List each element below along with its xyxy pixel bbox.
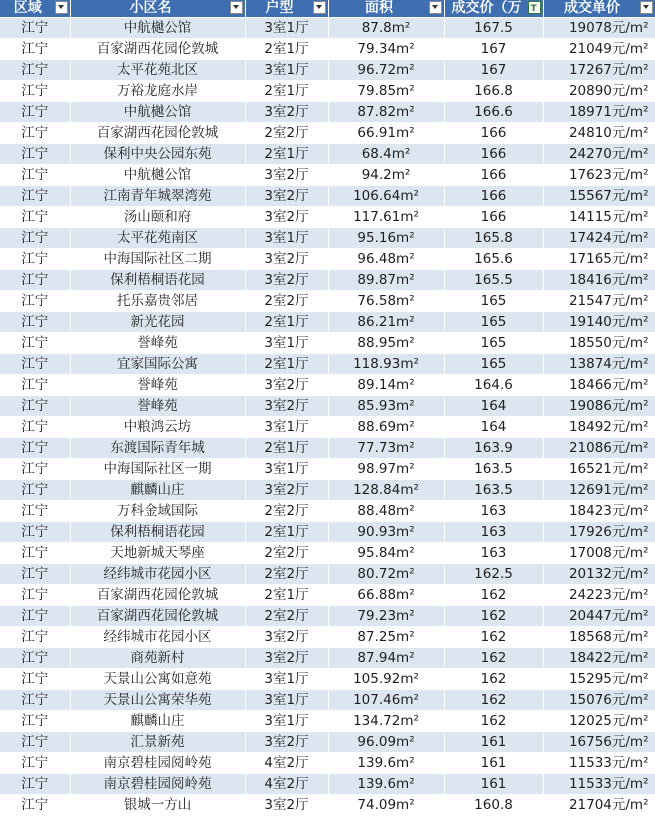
cell-district[interactable]: 江宁 (0, 207, 70, 228)
cell-layout[interactable]: 2室2厅 (245, 606, 328, 627)
cell-unit-price[interactable]: 17623元/m² (543, 165, 655, 186)
cell-district[interactable]: 江宁 (0, 228, 70, 249)
cell-price[interactable]: 167.5 (444, 18, 543, 39)
table-row[interactable] (0, 312, 655, 333)
cell-price[interactable]: 163.5 (444, 459, 543, 480)
cell-layout[interactable]: 2室1厅 (245, 312, 328, 333)
cell-complex[interactable]: 汤山颐和府 (70, 207, 245, 228)
cell-layout[interactable]: 3室2厅 (245, 102, 328, 123)
table-row[interactable] (0, 60, 655, 81)
cell-complex[interactable]: 新光花园 (70, 312, 245, 333)
cell-area[interactable]: 79.23m² (328, 606, 444, 627)
cell-area[interactable]: 74.09m² (328, 795, 444, 816)
table-row[interactable] (0, 564, 655, 585)
cell-unit-price[interactable]: 11533元/m² (543, 774, 655, 795)
cell-area[interactable]: 90.93m² (328, 522, 444, 543)
cell-complex[interactable]: 百家湖西花园伦敦城 (70, 39, 245, 60)
cell-complex[interactable]: 天景山公寓荣华苑 (70, 690, 245, 711)
cell-complex[interactable]: 托乐嘉贵邻居 (70, 291, 245, 312)
cell-area[interactable]: 87.8m² (328, 18, 444, 39)
cell-layout[interactable]: 3室2厅 (245, 165, 328, 186)
cell-layout[interactable]: 3室1厅 (245, 669, 328, 690)
cell-district[interactable]: 江宁 (0, 774, 70, 795)
cell-area[interactable]: 96.48m² (328, 249, 444, 270)
cell-unit-price[interactable]: 17424元/m² (543, 228, 655, 249)
column-header-label: 户型 (265, 0, 294, 16)
table-row[interactable] (0, 186, 655, 207)
cell-area[interactable]: 88.48m² (328, 501, 444, 522)
cell-price[interactable]: 162 (444, 585, 543, 606)
table-row[interactable] (0, 249, 655, 270)
cell-complex[interactable]: 商苑新村 (70, 648, 245, 669)
cell-layout[interactable]: 2室1厅 (245, 354, 328, 375)
cell-complex[interactable]: 经纬城市花园小区 (70, 564, 245, 585)
cell-complex[interactable]: 宜家国际公寓 (70, 354, 245, 375)
cell-area[interactable]: 139.6m² (328, 774, 444, 795)
cell-unit-price[interactable]: 12025元/m² (543, 711, 655, 732)
cell-layout[interactable]: 3室2厅 (245, 270, 328, 291)
cell-layout[interactable]: 2室2厅 (245, 123, 328, 144)
cell-district[interactable]: 江宁 (0, 186, 70, 207)
cell-district[interactable]: 江宁 (0, 417, 70, 438)
column-header-label: 小区名 (129, 0, 172, 16)
cell-layout[interactable]: 2室1厅 (245, 144, 328, 165)
cell-complex[interactable]: 银城一方山 (70, 795, 245, 816)
cell-complex[interactable]: 中航樾公馆 (70, 102, 245, 123)
filter-dropdown-icon[interactable] (429, 1, 442, 14)
table-row[interactable] (0, 480, 655, 501)
cell-layout[interactable]: 3室1厅 (245, 711, 328, 732)
cell-price[interactable]: 161 (444, 732, 543, 753)
cell-area[interactable]: 98.97m² (328, 459, 444, 480)
cell-complex[interactable]: 经纬城市花园小区 (70, 627, 245, 648)
cell-district[interactable]: 江宁 (0, 501, 70, 522)
cell-layout[interactable]: 2室1厅 (245, 81, 328, 102)
cell-district[interactable]: 江宁 (0, 732, 70, 753)
cell-complex[interactable]: 保利梧桐语花园 (70, 270, 245, 291)
cell-price[interactable]: 165 (444, 333, 543, 354)
cell-unit-price[interactable]: 20447元/m² (543, 606, 655, 627)
cell-district[interactable]: 江宁 (0, 585, 70, 606)
cell-unit-price[interactable]: 19086元/m² (543, 396, 655, 417)
cell-area[interactable]: 88.69m² (328, 417, 444, 438)
cell-area[interactable]: 66.88m² (328, 585, 444, 606)
cell-complex[interactable]: 南京碧桂园阅岭苑 (70, 774, 245, 795)
cell-area[interactable]: 86.21m² (328, 312, 444, 333)
cell-unit-price[interactable]: 18568元/m² (543, 627, 655, 648)
table-row[interactable] (0, 396, 655, 417)
cell-unit-price[interactable]: 16756元/m² (543, 732, 655, 753)
table-row[interactable] (0, 795, 655, 816)
cell-layout[interactable]: 4室2厅 (245, 753, 328, 774)
cell-layout[interactable]: 3室1厅 (245, 60, 328, 81)
table-row[interactable] (0, 123, 655, 144)
cell-district[interactable]: 江宁 (0, 333, 70, 354)
table-row[interactable] (0, 543, 655, 564)
table-row[interactable] (0, 417, 655, 438)
cell-price[interactable]: 161 (444, 774, 543, 795)
cell-price[interactable]: 166 (444, 186, 543, 207)
cell-district[interactable]: 江宁 (0, 669, 70, 690)
cell-price[interactable]: 164.6 (444, 375, 543, 396)
cell-price[interactable]: 162 (444, 669, 543, 690)
column-header-label: 面积 (365, 0, 393, 16)
column-header-complex (70, 0, 245, 18)
table-row[interactable] (0, 732, 655, 753)
sort-filter-active-icon[interactable] (528, 1, 541, 14)
table-row[interactable] (0, 18, 655, 39)
cell-district[interactable]: 江宁 (0, 438, 70, 459)
cell-area[interactable]: 117.61m² (328, 207, 444, 228)
column-header-price (444, 0, 543, 18)
cell-complex[interactable]: 万科金域国际 (70, 501, 245, 522)
cell-unit-price[interactable]: 14115元/m² (543, 207, 655, 228)
column-header-unit-price (543, 0, 655, 18)
cell-price[interactable]: 161 (444, 753, 543, 774)
cell-complex[interactable]: 百家湖西花园伦敦城 (70, 606, 245, 627)
cell-price[interactable]: 162 (444, 648, 543, 669)
cell-unit-price[interactable]: 21086元/m² (543, 438, 655, 459)
cell-price[interactable]: 164 (444, 396, 543, 417)
cell-layout[interactable]: 2室2厅 (245, 291, 328, 312)
cell-complex[interactable]: 东渡国际青年城 (70, 438, 245, 459)
cell-area[interactable]: 89.14m² (328, 375, 444, 396)
table-row[interactable] (0, 228, 655, 249)
cell-price[interactable]: 163 (444, 522, 543, 543)
cell-layout[interactable]: 3室2厅 (245, 648, 328, 669)
cell-unit-price[interactable]: 21704元/m² (543, 795, 655, 816)
cell-unit-price[interactable]: 18492元/m² (543, 417, 655, 438)
cell-price[interactable]: 165 (444, 354, 543, 375)
table-row[interactable] (0, 438, 655, 459)
cell-district[interactable]: 江宁 (0, 396, 70, 417)
cell-area[interactable]: 77.73m² (328, 438, 444, 459)
cell-area[interactable]: 139.6m² (328, 753, 444, 774)
cell-complex[interactable]: 誉峰苑 (70, 396, 245, 417)
cell-layout[interactable]: 2室2厅 (245, 501, 328, 522)
table-row[interactable] (0, 753, 655, 774)
cell-layout[interactable]: 3室2厅 (245, 480, 328, 501)
cell-district[interactable]: 江宁 (0, 543, 70, 564)
cell-price[interactable]: 166 (444, 144, 543, 165)
cell-complex[interactable]: 中海国际社区一期 (70, 459, 245, 480)
table-header (0, 0, 655, 18)
table-row[interactable] (0, 375, 655, 396)
cell-complex[interactable]: 中粮鸿云坊 (70, 417, 245, 438)
cell-complex[interactable]: 誉峰苑 (70, 333, 245, 354)
cell-price[interactable]: 165.6 (444, 249, 543, 270)
cell-price[interactable]: 164 (444, 417, 543, 438)
cell-price[interactable]: 167 (444, 60, 543, 81)
cell-area[interactable]: 134.72m² (328, 711, 444, 732)
cell-unit-price[interactable]: 17165元/m² (543, 249, 655, 270)
cell-price[interactable]: 162 (444, 627, 543, 648)
cell-area[interactable]: 68.4m² (328, 144, 444, 165)
cell-unit-price[interactable]: 20890元/m² (543, 81, 655, 102)
cell-complex[interactable]: 百家湖西花园伦敦城 (70, 585, 245, 606)
cell-complex[interactable]: 天地新城天琴座 (70, 543, 245, 564)
cell-complex[interactable]: 万裕龙庭水岸 (70, 81, 245, 102)
cell-district[interactable]: 江宁 (0, 270, 70, 291)
cell-area[interactable]: 87.94m² (328, 648, 444, 669)
filter-dropdown-icon[interactable] (640, 1, 653, 14)
table-row[interactable] (0, 354, 655, 375)
filter-dropdown-icon[interactable] (55, 1, 68, 14)
cell-unit-price[interactable]: 16521元/m² (543, 459, 655, 480)
cell-price[interactable]: 165.8 (444, 228, 543, 249)
cell-unit-price[interactable]: 18416元/m² (543, 270, 655, 291)
cell-district[interactable]: 江宁 (0, 144, 70, 165)
column-header-layout (245, 0, 328, 18)
header-row (0, 0, 655, 18)
table-row[interactable] (0, 585, 655, 606)
cell-district[interactable]: 江宁 (0, 459, 70, 480)
cell-district[interactable]: 江宁 (0, 60, 70, 81)
cell-price[interactable]: 163 (444, 501, 543, 522)
cell-unit-price[interactable]: 18466元/m² (543, 375, 655, 396)
cell-area[interactable]: 105.92m² (328, 669, 444, 690)
cell-layout[interactable]: 3室1厅 (245, 690, 328, 711)
column-header-area (328, 0, 444, 18)
cell-unit-price[interactable]: 15295元/m² (543, 669, 655, 690)
cell-area[interactable]: 87.82m² (328, 102, 444, 123)
cell-district[interactable]: 江宁 (0, 39, 70, 60)
cell-price[interactable]: 162.5 (444, 564, 543, 585)
table-body (0, 18, 655, 816)
cell-area[interactable]: 79.85m² (328, 81, 444, 102)
cell-price[interactable]: 163.9 (444, 438, 543, 459)
cell-district[interactable]: 江宁 (0, 102, 70, 123)
cell-area[interactable]: 96.09m² (328, 732, 444, 753)
cell-unit-price[interactable]: 24223元/m² (543, 585, 655, 606)
cell-district[interactable]: 江宁 (0, 249, 70, 270)
cell-unit-price[interactable]: 12691元/m² (543, 480, 655, 501)
cell-unit-price[interactable]: 24270元/m² (543, 144, 655, 165)
cell-area[interactable]: 94.2m² (328, 165, 444, 186)
table-row[interactable] (0, 459, 655, 480)
cell-area[interactable]: 66.91m² (328, 123, 444, 144)
cell-layout[interactable]: 3室2厅 (245, 207, 328, 228)
table-row[interactable] (0, 648, 655, 669)
table-row[interactable] (0, 774, 655, 795)
cell-complex[interactable]: 南京碧桂园阅岭苑 (70, 753, 245, 774)
table-row[interactable] (0, 270, 655, 291)
cell-unit-price[interactable]: 18423元/m² (543, 501, 655, 522)
cell-unit-price[interactable]: 11533元/m² (543, 753, 655, 774)
table-row[interactable] (0, 501, 655, 522)
cell-district[interactable]: 江宁 (0, 291, 70, 312)
column-header-label: 区域 (13, 0, 42, 16)
cell-layout[interactable]: 3室2厅 (245, 732, 328, 753)
cell-complex[interactable]: 江南青年城翠湾苑 (70, 186, 245, 207)
cell-price[interactable]: 166 (444, 123, 543, 144)
cell-district[interactable]: 江宁 (0, 753, 70, 774)
cell-layout[interactable]: 2室1厅 (245, 522, 328, 543)
table-row[interactable] (0, 102, 655, 123)
cell-area[interactable]: 87.25m² (328, 627, 444, 648)
table-row[interactable] (0, 690, 655, 711)
cell-price[interactable]: 162 (444, 690, 543, 711)
cell-unit-price[interactable]: 21547元/m² (543, 291, 655, 312)
table-row[interactable] (0, 39, 655, 60)
cell-district[interactable]: 江宁 (0, 522, 70, 543)
cell-district[interactable]: 江宁 (0, 354, 70, 375)
cell-price[interactable]: 160.8 (444, 795, 543, 816)
cell-unit-price[interactable]: 21049元/m² (543, 39, 655, 60)
column-header-label: 成交价（万 (451, 0, 522, 16)
cell-district[interactable]: 江宁 (0, 795, 70, 816)
cell-unit-price[interactable]: 15567元/m² (543, 186, 655, 207)
cell-area[interactable]: 106.64m² (328, 186, 444, 207)
cell-layout[interactable]: 3室2厅 (245, 396, 328, 417)
cell-area[interactable]: 85.93m² (328, 396, 444, 417)
cell-layout[interactable]: 4室2厅 (245, 774, 328, 795)
cell-layout[interactable]: 3室1厅 (245, 417, 328, 438)
cell-complex[interactable]: 汇景新苑 (70, 732, 245, 753)
cell-layout[interactable]: 3室2厅 (245, 795, 328, 816)
cell-price[interactable]: 166.6 (444, 102, 543, 123)
cell-complex[interactable]: 中航樾公馆 (70, 18, 245, 39)
table-row[interactable] (0, 333, 655, 354)
cell-complex[interactable]: 太平花苑南区 (70, 228, 245, 249)
cell-price[interactable]: 165.5 (444, 270, 543, 291)
cell-complex[interactable]: 中航樾公馆 (70, 165, 245, 186)
cell-complex[interactable]: 百家湖西花园伦敦城 (70, 123, 245, 144)
filter-dropdown-icon[interactable] (313, 1, 326, 14)
cell-layout[interactable]: 2室2厅 (245, 543, 328, 564)
cell-complex[interactable]: 麒麟山庄 (70, 480, 245, 501)
cell-area[interactable]: 89.87m² (328, 270, 444, 291)
cell-area[interactable]: 76.58m² (328, 291, 444, 312)
cell-unit-price[interactable]: 20132元/m² (543, 564, 655, 585)
table-row[interactable] (0, 144, 655, 165)
table-row[interactable] (0, 522, 655, 543)
table-row[interactable] (0, 606, 655, 627)
cell-layout[interactable]: 2室1厅 (245, 585, 328, 606)
cell-layout[interactable]: 3室2厅 (245, 186, 328, 207)
cell-unit-price[interactable]: 17926元/m² (543, 522, 655, 543)
cell-complex[interactable]: 保利中央公园东苑 (70, 144, 245, 165)
cell-layout[interactable]: 3室1厅 (245, 333, 328, 354)
cell-district[interactable]: 江宁 (0, 627, 70, 648)
cell-unit-price[interactable]: 18422元/m² (543, 648, 655, 669)
cell-price[interactable]: 165 (444, 291, 543, 312)
table-row[interactable] (0, 669, 655, 690)
cell-area[interactable]: 118.93m² (328, 354, 444, 375)
cell-complex[interactable]: 天景山公寓如意苑 (70, 669, 245, 690)
cell-area[interactable]: 107.46m² (328, 690, 444, 711)
cell-district[interactable]: 江宁 (0, 123, 70, 144)
cell-district[interactable]: 江宁 (0, 606, 70, 627)
cell-unit-price[interactable]: 19078元/m² (543, 18, 655, 39)
cell-price[interactable]: 166.8 (444, 81, 543, 102)
cell-district[interactable]: 江宁 (0, 648, 70, 669)
table-row[interactable] (0, 165, 655, 186)
filter-dropdown-icon[interactable] (230, 1, 243, 14)
table-row[interactable] (0, 627, 655, 648)
cell-area[interactable]: 88.95m² (328, 333, 444, 354)
cell-unit-price[interactable]: 17267元/m² (543, 60, 655, 81)
table-row[interactable] (0, 81, 655, 102)
cell-layout[interactable]: 3室1厅 (245, 459, 328, 480)
cell-area[interactable]: 95.84m² (328, 543, 444, 564)
cell-district[interactable]: 江宁 (0, 480, 70, 501)
cell-price[interactable]: 162 (444, 711, 543, 732)
cell-layout[interactable]: 2室2厅 (245, 564, 328, 585)
table-row[interactable] (0, 207, 655, 228)
cell-complex[interactable]: 中海国际社区二期 (70, 249, 245, 270)
cell-unit-price[interactable]: 13874元/m² (543, 354, 655, 375)
cell-price[interactable]: 165 (444, 312, 543, 333)
cell-area[interactable]: 128.84m² (328, 480, 444, 501)
cell-area[interactable]: 80.72m² (328, 564, 444, 585)
cell-district[interactable]: 江宁 (0, 564, 70, 585)
cell-price[interactable]: 163 (444, 543, 543, 564)
cell-price[interactable]: 162 (444, 606, 543, 627)
cell-price[interactable]: 167 (444, 39, 543, 60)
cell-complex[interactable]: 麒麟山庄 (70, 711, 245, 732)
cell-district[interactable]: 江宁 (0, 312, 70, 333)
cell-unit-price[interactable]: 17008元/m² (543, 543, 655, 564)
cell-layout[interactable]: 3室1厅 (245, 228, 328, 249)
cell-layout[interactable]: 2室1厅 (245, 438, 328, 459)
column-header-label: 成交单价 (564, 0, 620, 16)
cell-complex[interactable]: 保利梧桐语花园 (70, 522, 245, 543)
cell-area[interactable]: 79.34m² (328, 39, 444, 60)
cell-district[interactable]: 江宁 (0, 690, 70, 711)
cell-unit-price[interactable]: 19140元/m² (543, 312, 655, 333)
cell-unit-price[interactable]: 18971元/m² (543, 102, 655, 123)
table-row[interactable] (0, 291, 655, 312)
cell-layout[interactable]: 3室2厅 (245, 249, 328, 270)
cell-price[interactable]: 166 (444, 207, 543, 228)
cell-price[interactable]: 166 (444, 165, 543, 186)
cell-district[interactable]: 江宁 (0, 165, 70, 186)
cell-area[interactable]: 96.72m² (328, 60, 444, 81)
cell-district[interactable]: 江宁 (0, 81, 70, 102)
cell-unit-price[interactable]: 24810元/m² (543, 123, 655, 144)
cell-district[interactable]: 江宁 (0, 18, 70, 39)
cell-unit-price[interactable]: 15076元/m² (543, 690, 655, 711)
cell-complex[interactable]: 誉峰苑 (70, 375, 245, 396)
cell-district[interactable]: 江宁 (0, 375, 70, 396)
cell-layout[interactable]: 3室1厅 (245, 18, 328, 39)
table-row[interactable] (0, 711, 655, 732)
cell-layout[interactable]: 3室2厅 (245, 627, 328, 648)
cell-complex[interactable]: 太平花苑北区 (70, 60, 245, 81)
cell-layout[interactable]: 2室1厅 (245, 39, 328, 60)
cell-price[interactable]: 163.5 (444, 480, 543, 501)
column-header-district (0, 0, 70, 18)
cell-unit-price[interactable]: 18550元/m² (543, 333, 655, 354)
cell-area[interactable]: 95.16m² (328, 228, 444, 249)
cell-layout[interactable]: 3室2厅 (245, 375, 328, 396)
cell-district[interactable]: 江宁 (0, 711, 70, 732)
